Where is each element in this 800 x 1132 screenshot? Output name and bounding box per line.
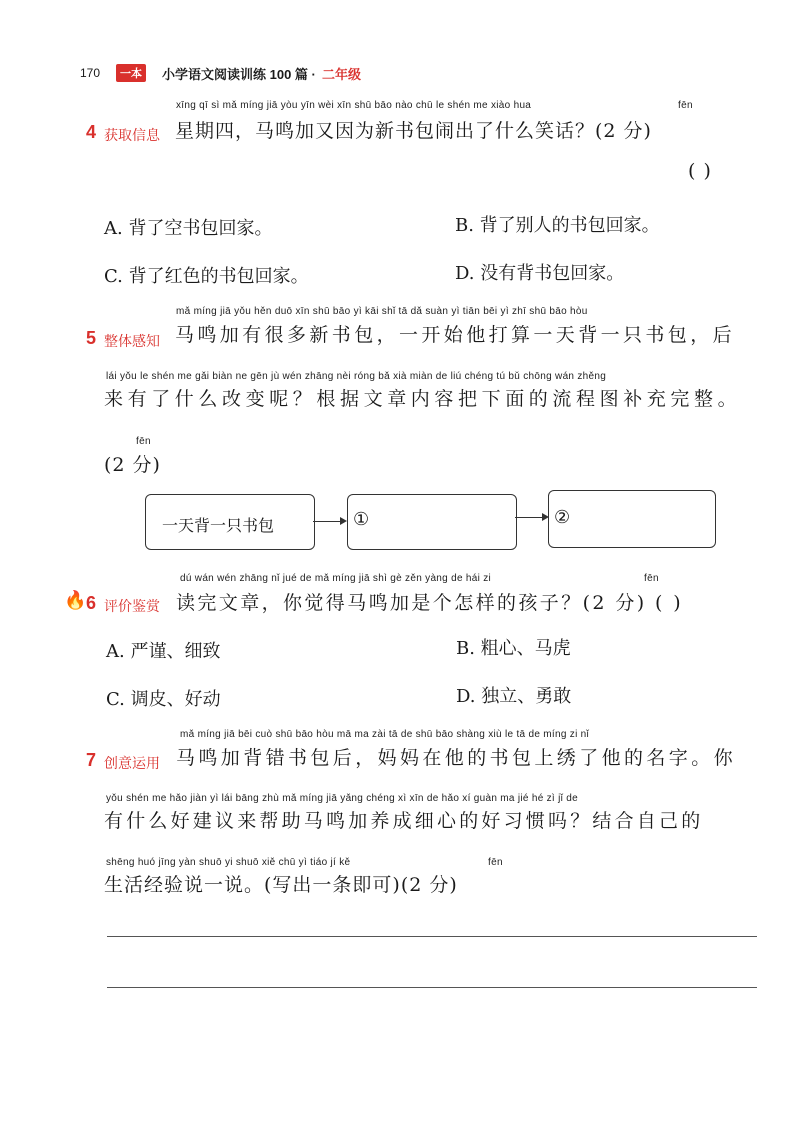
q7-pinyin-fen: fēn (488, 857, 503, 868)
flow-box-3-marker: ② (554, 507, 571, 527)
answer-line-2[interactable] (107, 987, 757, 988)
flow-box-3[interactable] (548, 490, 716, 548)
q7-line3: 生活经验说一说。(写出一条即可)(2 分) (104, 874, 458, 896)
q7-pinyin-line1: mǎ míng jiā bēi cuò shū bāo hòu mā ma zài tā de shū bāo shàng xiù le tā de míng zi nǐ (180, 729, 590, 740)
flow-box-1 (145, 494, 315, 550)
q7-line1: 马鸣加背错书包后，妈妈在他的书包上绣了他的名字。你 (176, 747, 737, 769)
q7-pinyin-line3: shēng huó jīng yàn shuō yi shuō xiě chū yì tiáo jí kě (106, 857, 351, 868)
q4-option-d[interactable]: D. 没有背书包回家。 (455, 263, 625, 284)
q6-pinyin-fen: fēn (644, 573, 659, 584)
q5-pinyin-line1: mǎ míng jiā yǒu hěn duō xīn shū bāo yì kāi shǐ tā dǎ suàn yì tiān bēi yì zhī shū bāo hòu (176, 306, 588, 317)
flow-arrowhead-1 (340, 517, 347, 525)
q4-pinyin: xīng qī sì mǎ míng jiā yòu yīn wèi xīn shū bāo nào chū le shén me xiào hua (176, 100, 532, 111)
q5-line2: 来有了什么改变呢？根据文章内容把下面的流程图补充完整。 (104, 388, 742, 410)
q6-tag: 评价鉴赏 (104, 598, 160, 614)
q4-option-c[interactable]: C. 背了红色的书包回家。 (104, 266, 309, 287)
q5-number: 5 (86, 328, 97, 348)
q5-line1: 马鸣加有很多新书包，一开始他打算一天背一只书包，后 (175, 324, 736, 346)
q4-option-a[interactable]: A. 背了空书包回家。 (104, 218, 273, 239)
q6-option-b[interactable]: B. 粗心、马虎 (456, 638, 571, 659)
q5-pinyin-line2: lái yǒu le shén me gǎi biàn ne gēn jù wén zhāng nèi róng bǎ xià miàn de liú chéng tú bǔ chōng wán zhěng (106, 371, 607, 382)
flow-box-2-marker: ① (353, 509, 370, 529)
page-number: 170 (80, 66, 101, 80)
flow-box-2[interactable] (347, 494, 517, 550)
grade-label: 二年级 (322, 67, 362, 82)
q6-stem[interactable]: 读完文章，你觉得马鸣加是个怎样的孩子？(2 分) ( ) (176, 592, 684, 614)
q7-number: 7 (86, 750, 97, 770)
q4-answer-blank[interactable]: ( ) (688, 160, 712, 182)
flow-arrow-2 (515, 517, 543, 518)
difficulty-fire-icon: 🔥 (64, 590, 87, 611)
q5-tag: 整体感知 (104, 333, 160, 349)
book-title: 小学语文阅读训练 100 篇 · (162, 67, 316, 82)
q6-option-d[interactable]: D. 独立、勇敢 (456, 686, 572, 707)
q6-pinyin: dú wán wén zhāng nǐ jué de mǎ míng jiā shì gè zěn yàng de hái zi (180, 573, 492, 584)
q5-pinyin-fen: fēn (136, 436, 151, 447)
q6-option-a[interactable]: A. 严谨、细致 (106, 641, 221, 662)
flow-arrow-1 (313, 521, 341, 522)
q4-pinyin-fen: fēn (678, 100, 693, 111)
q4-number: 4 (86, 122, 97, 142)
brand-logo: 一本 (116, 64, 146, 82)
q7-tag: 创意运用 (104, 755, 160, 771)
q6-number: 6 (86, 593, 97, 613)
q7-line2: 有什么好建议来帮助马鸣加养成细心的好习惯吗？结合自己的 (104, 810, 704, 832)
q5-points: (2 分) (104, 454, 161, 476)
q4-tag: 获取信息 (104, 127, 160, 143)
flow-box-1-text: 一天背一只书包 (162, 518, 275, 535)
q4-stem: 星期四，马鸣加又因为新书包闹出了什么笑话？(2 分) (175, 120, 652, 142)
q6-option-c[interactable]: C. 调皮、好动 (106, 689, 221, 710)
q7-pinyin-line2: yǒu shén me hǎo jiàn yì lái bāng zhù mǎ míng jiā yǎng chéng xì xīn de hǎo xí guàn ma jié hé zì jǐ de (106, 793, 578, 804)
answer-line-1[interactable] (107, 936, 757, 937)
q4-option-b[interactable]: B. 背了别人的书包回家。 (455, 215, 660, 236)
